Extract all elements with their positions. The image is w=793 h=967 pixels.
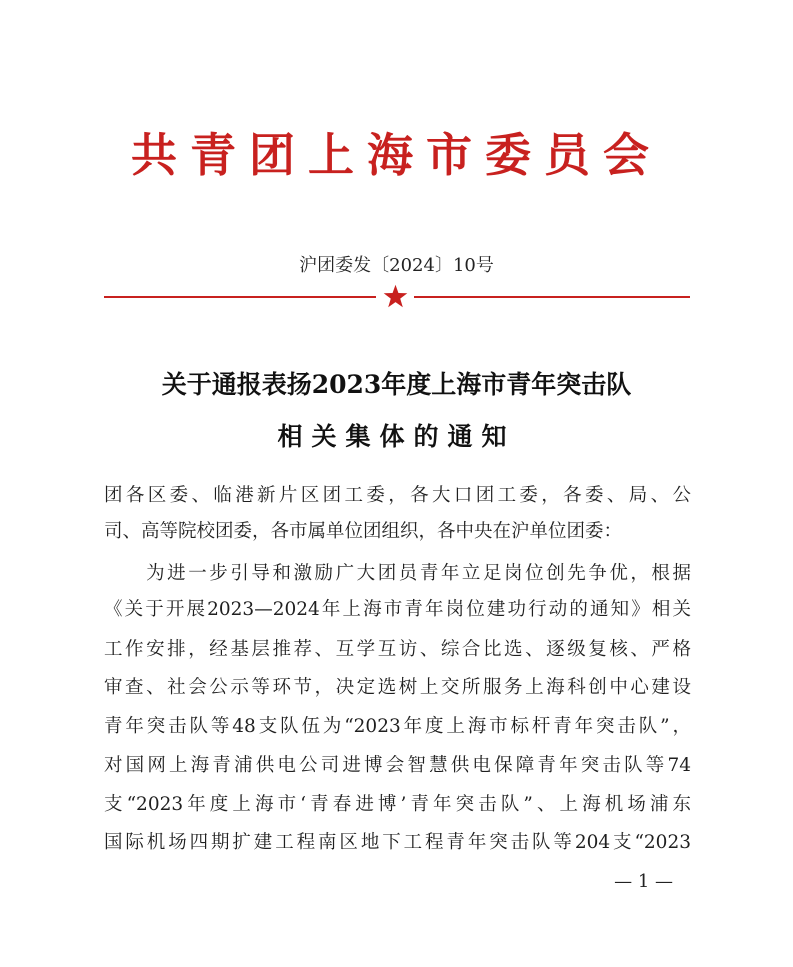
- document-number: 沪团委发〔2024〕10号: [299, 255, 494, 276]
- body-text-line: 为进一步引导和激励广大团员青年立足岗位创先争优，根据: [104, 563, 691, 584]
- body-text-line: 司、高等院校团委，各市属单位团组织，各中央在沪单位团委：: [104, 521, 623, 542]
- document-title-line-2: 相关集体的通知: [277, 422, 516, 451]
- body-text-line: 审查、社会公示等环节，决定选树上交所服务上海科创中心建设: [104, 677, 691, 698]
- body-text-line: 国际机场四期扩建工程南区地下工程青年突击队等204支“2023: [104, 832, 691, 853]
- body-text-line: 团各区委、临港新片区团工委，各大口团工委，各委、局、公: [104, 485, 691, 506]
- body-text-line: 青年突击队等48支队伍为“2023年度上海市标杆青年突击队”，: [104, 716, 691, 737]
- body-text-line: 支“2023年度上海市‘青春进博’青年突击队”、上海机场浦东: [104, 794, 691, 815]
- red-divider-left: [104, 296, 376, 298]
- body-text-line: 《关于开展2023—2024年上海市青年岗位建功行动的通知》相关: [104, 599, 691, 620]
- red-divider-right: [414, 296, 690, 298]
- organization-header: 共青团上海市委员会: [131, 128, 662, 182]
- body-text-line: 对国网上海青浦供电公司进博会智慧供电保障青年突击队等74: [104, 755, 691, 776]
- page-number: — 1 —: [614, 871, 673, 892]
- star-icon: [382, 283, 409, 310]
- document-title-line-1: 关于通报表扬2023年度上海市青年突击队: [161, 370, 632, 399]
- body-text-line: 工作安排，经基层推荐、互学互访、综合比选、逐级复核、严格: [104, 639, 691, 660]
